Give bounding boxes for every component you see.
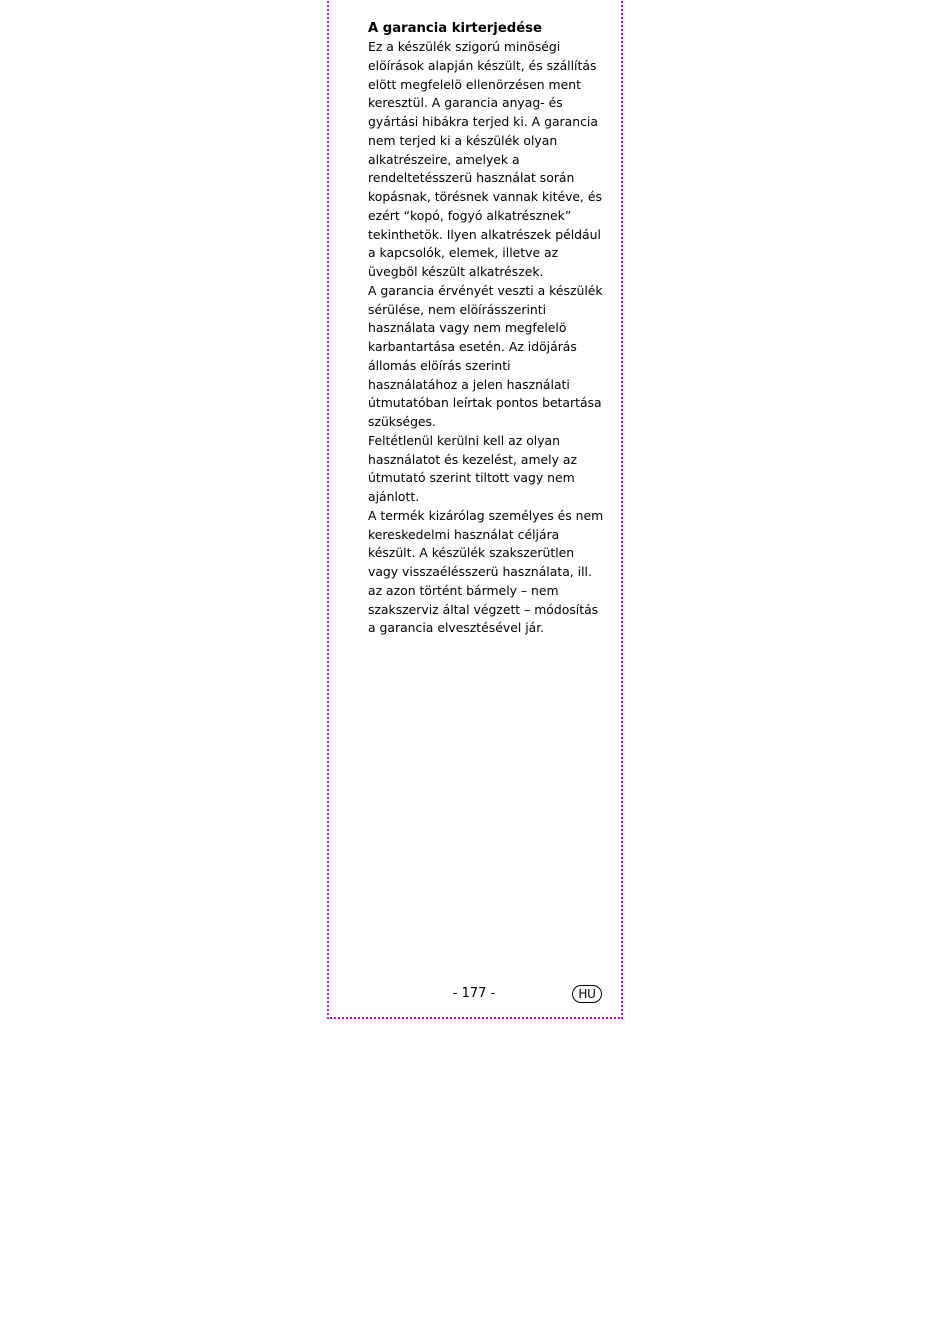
- paragraph-line: vagy visszaélésszerü használata, ill.: [368, 564, 592, 579]
- paragraph-line: használata vagy nem megfelelö: [368, 320, 567, 336]
- paragraph-line: ajánlott.: [368, 489, 420, 504]
- section-body: [368, 38, 604, 638]
- body-paragraph: [368, 282, 604, 432]
- paragraph-line: szakszerviz által végzett – módosítás: [368, 601, 599, 617]
- paragraph-line: elöírások alapján készült, és szállítás: [368, 57, 597, 73]
- body-paragraph: [368, 38, 604, 282]
- paragraph-line: Ez a készülék szigorú minöségi: [368, 39, 561, 54]
- paragraph-line: tekinthetök. Ilyen alkatrészek például: [368, 226, 601, 242]
- paragraph-line: sérülése, nem elöírásszerinti: [368, 301, 547, 317]
- paragraph-line: gyártási hibákra terjed ki. A garancia: [368, 114, 598, 129]
- paragraph-line: a garancia elvesztésével jár.: [368, 620, 545, 636]
- paragraph-line: kereskedelmi használat céljára: [368, 526, 560, 542]
- paragraph-line: a kapcsolók, elemek, illetve az: [368, 245, 559, 261]
- page-content: [368, 19, 604, 638]
- paragraph-line: üvegböl készült alkatrészek.: [368, 264, 544, 279]
- paragraph-line: nem terjed ki a készülék olyan: [368, 132, 558, 148]
- paragraph-line: kopásnak, törésnek vannak kitéve, és: [368, 189, 603, 204]
- paragraph-line: útmutató szerint tiltott vagy nem: [368, 470, 575, 486]
- body-paragraph: [368, 507, 604, 638]
- language-badge: HU: [572, 985, 602, 1003]
- paragraph-line: állomás elöírás szerinti: [368, 357, 511, 373]
- paragraph-line: ezért “kopó, fogyó alkatrésznek”: [368, 207, 572, 223]
- paragraph-line: útmutatóban leírtak pontos betartása: [368, 395, 602, 411]
- paragraph-line: az azon történt bármely – nem: [368, 582, 559, 598]
- paragraph-line: karbantartása esetén. Az idöjárás: [368, 339, 577, 354]
- section-heading: A garancia kirterjedése: [368, 21, 542, 36]
- paragraph-line: rendeltetésszerü használat során: [368, 170, 575, 186]
- paragraph-line: Feltétlenül kerülni kell az olyan: [368, 432, 561, 448]
- paragraph-line: A garancia érvényét veszti a készülék: [368, 282, 603, 298]
- body-paragraph: [368, 432, 604, 507]
- paragraph-line: keresztül. A garancia anyag- és: [368, 95, 563, 111]
- paragraph-line: A termék kizárólag személyes és nem: [368, 507, 604, 523]
- paragraph-line: alkatrészeire, amelyek a: [368, 151, 520, 167]
- paragraph-line: elött megfelelö ellenörzésen ment: [368, 76, 581, 92]
- paragraph-line: szükséges.: [368, 414, 436, 429]
- page-number: - 177 -: [452, 986, 496, 1001]
- paragraph-line: használatot és kezelést, amely az: [368, 451, 577, 467]
- paragraph-line: készült. A készülék szakszerütlen: [368, 545, 575, 561]
- paragraph-line: használatához a jelen használati: [368, 376, 570, 392]
